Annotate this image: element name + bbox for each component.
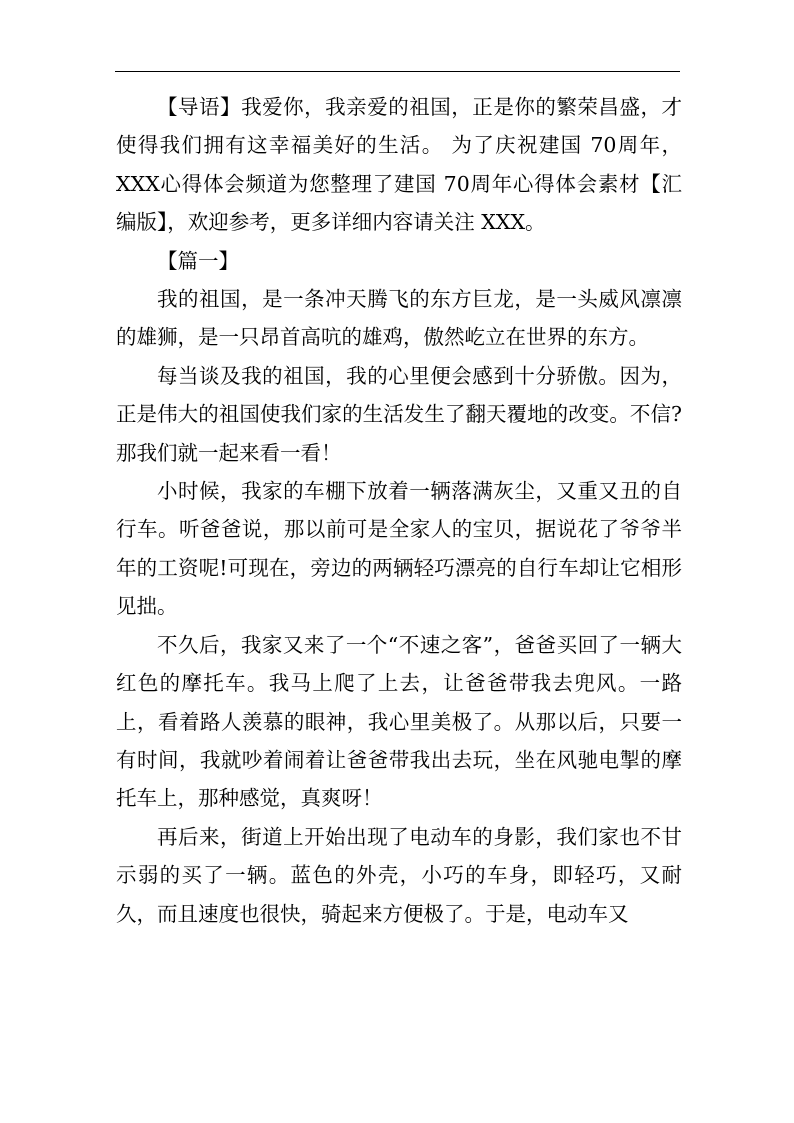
body-paragraph: 每当谈及我的祖国，我的心里便会感到十分骄傲。因为，正是伟大的祖国使我们家的生活发生了翻天覆地的改变。不信?那我们就一起来看一看！ bbox=[116, 363, 682, 465]
intro-paragraph: 【导语】我爱你，我亲爱的祖国，正是你的繁荣昌盛，才使得我们拥有这幸福美好的生活。 为了庆祝建国 70周年，XXX心得体会频道为您整理了建国 70周年心得体会素材【汇编版】，欢迎参考，更多详细内容请关注 XXX。 bbox=[116, 95, 682, 235]
header-rule bbox=[115, 71, 680, 72]
body-paragraph: 小时候，我家的车棚下放着一辆落满灰尘，又重又丑的自行车。听爸爸说，那以前可是全家人的宝贝，据说花了爷爷半年的工资呢!可现在，旁边的两辆轻巧漂亮的自行车却让它相形见拙。 bbox=[116, 479, 682, 619]
document-body bbox=[116, 88, 682, 933]
body-paragraph: 再后来，街道上开始出现了电动车的身影，我们家也不甘示弱的买了一辆。蓝色的外壳，小巧的车身，即轻巧，又耐久，而且速度也很快，骑起来方便极了。于是，电动车又 bbox=[116, 824, 682, 926]
body-paragraph: 不久后，我家又来了一个“不速之客”，爸爸买回了一辆大红色的摩托车。我马上爬了上去，让爸爸带我去兜风。一路上，看着路人羡慕的眼神，我心里美极了。从那以后，只要一有时间，我就吵着闹着让爸爸带我出去玩，坐在风驰电掣的摩托车上，那种感觉，真爽呀！ bbox=[116, 632, 682, 811]
section-title: 【篇一】 bbox=[157, 248, 239, 273]
body-paragraph: 我的祖国，是一条冲天腾飞的东方巨龙，是一头威风凛凛的雄狮，是一只昂首高吭的雄鸡，傲然屹立在世界的东方。 bbox=[116, 287, 682, 350]
